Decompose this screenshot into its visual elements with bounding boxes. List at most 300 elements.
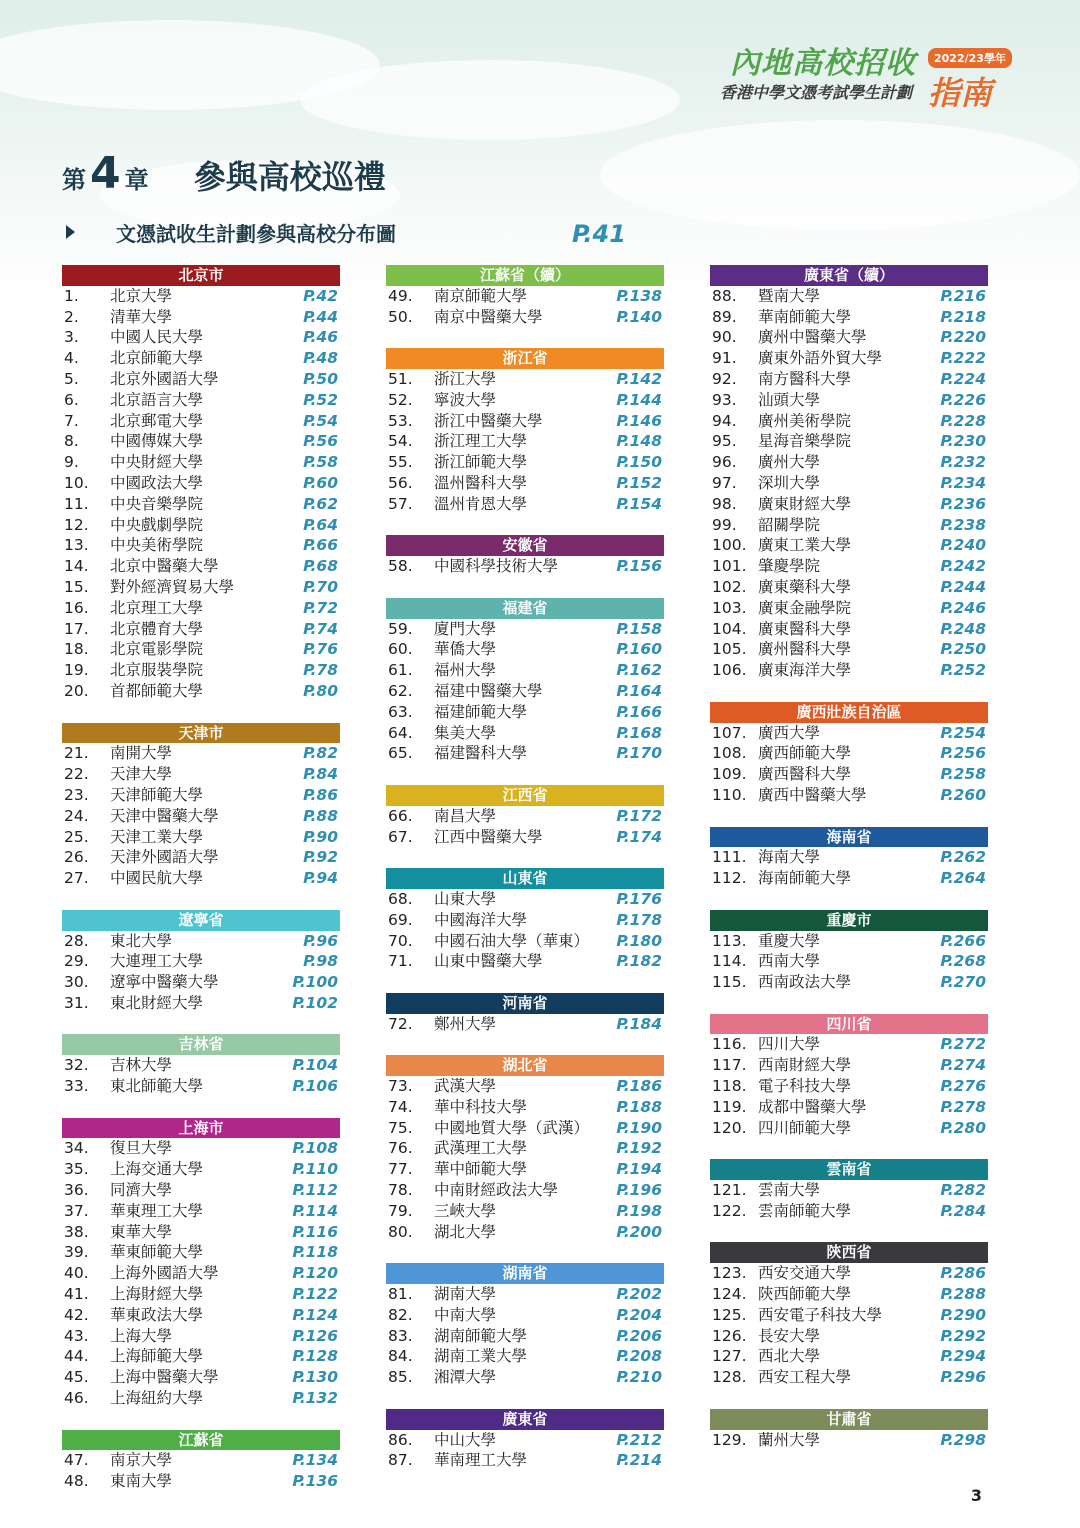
university-name: 中央戲劇學院 (110, 515, 204, 534)
university-page-link[interactable]: P.194 (616, 1160, 662, 1179)
university-page-link[interactable]: P.228 (940, 411, 986, 430)
university-page-link[interactable]: P.262 (940, 848, 986, 867)
university-page-link[interactable]: P.226 (940, 390, 986, 409)
university-page-link[interactable]: P.68 (303, 557, 338, 576)
university-row[interactable] (386, 806, 664, 827)
university-page-link[interactable]: P.170 (616, 744, 662, 763)
university-name: 中山大學 (434, 1430, 497, 1449)
university-page-link[interactable]: P.196 (616, 1181, 662, 1200)
university-row[interactable] (62, 1222, 340, 1243)
university-page-link[interactable]: P.298 (940, 1430, 986, 1449)
university-page-link[interactable]: P.70 (303, 577, 338, 596)
university-row[interactable] (710, 515, 988, 536)
university-page-link[interactable]: P.112 (292, 1181, 338, 1200)
university-row[interactable] (710, 972, 988, 993)
university-row[interactable] (62, 327, 340, 348)
university-row[interactable] (62, 1450, 340, 1471)
university-row[interactable] (62, 1471, 340, 1492)
university-row[interactable] (710, 1118, 988, 1139)
university-row[interactable] (710, 951, 988, 972)
university-page-link[interactable]: P.214 (616, 1451, 662, 1470)
university-page-link[interactable]: P.284 (940, 1201, 986, 1220)
university-page-link[interactable]: P.246 (940, 598, 986, 617)
university-number: 17. (64, 619, 89, 638)
university-row[interactable] (386, 1346, 664, 1367)
university-row[interactable] (710, 598, 988, 619)
university-name: 深圳大學 (758, 473, 821, 492)
university-row[interactable] (710, 868, 988, 889)
university-row[interactable] (62, 1076, 340, 1097)
university-page-link[interactable]: P.90 (303, 827, 338, 846)
university-page-link[interactable]: P.294 (940, 1347, 986, 1366)
university-row[interactable] (386, 681, 664, 702)
university-page-link[interactable]: P.216 (940, 286, 986, 305)
university-row[interactable] (710, 931, 988, 952)
university-row[interactable] (710, 1263, 988, 1284)
university-page-link[interactable]: P.64 (303, 515, 338, 534)
university-row[interactable] (710, 286, 988, 307)
university-page-link[interactable]: P.62 (303, 494, 338, 513)
university-row[interactable] (62, 681, 340, 702)
university-number: 68. (388, 889, 413, 908)
university-row[interactable] (62, 1284, 340, 1305)
university-row[interactable] (62, 993, 340, 1014)
university-row[interactable] (62, 452, 340, 473)
university-page-link[interactable]: P.270 (940, 973, 986, 992)
university-row[interactable] (62, 1326, 340, 1347)
university-row[interactable] (710, 639, 988, 660)
university-row[interactable] (710, 494, 988, 515)
university-row[interactable] (710, 764, 988, 785)
university-row[interactable] (386, 910, 664, 931)
university-row[interactable] (386, 1430, 664, 1451)
university-row[interactable] (62, 1242, 340, 1263)
university-page-link[interactable]: P.122 (292, 1285, 338, 1304)
university-row[interactable] (710, 619, 988, 640)
university-row[interactable] (62, 515, 340, 536)
university-page-link[interactable]: P.140 (616, 307, 662, 326)
university-row[interactable] (62, 307, 340, 328)
university-number: 94. (712, 411, 737, 430)
university-page-link[interactable]: P.292 (940, 1326, 986, 1345)
university-row[interactable] (386, 1450, 664, 1471)
university-row[interactable] (386, 702, 664, 723)
university-row[interactable] (386, 1076, 664, 1097)
university-row[interactable] (386, 1159, 664, 1180)
university-row[interactable] (710, 1076, 988, 1097)
university-row[interactable] (62, 1388, 340, 1409)
university-page-link[interactable]: P.212 (616, 1430, 662, 1449)
university-row[interactable] (62, 598, 340, 619)
university-page-link[interactable]: P.158 (616, 619, 662, 638)
university-number: 1. (64, 286, 79, 305)
university-row[interactable] (710, 1367, 988, 1388)
university-page-link[interactable]: P.86 (303, 785, 338, 804)
university-page-link[interactable]: P.80 (303, 681, 338, 700)
university-page-link[interactable]: P.218 (940, 307, 986, 326)
university-row[interactable] (386, 431, 664, 452)
university-number: 3. (64, 328, 79, 347)
university-row[interactable] (386, 889, 664, 910)
university-row[interactable] (62, 639, 340, 660)
university-page-link[interactable]: P.72 (303, 598, 338, 617)
university-row[interactable] (62, 390, 340, 411)
university-page-link[interactable]: P.202 (616, 1285, 662, 1304)
university-page-link[interactable]: P.148 (616, 432, 662, 451)
university-row[interactable] (62, 931, 340, 952)
university-page-link[interactable]: P.58 (303, 453, 338, 472)
university-page-link[interactable]: P.242 (940, 557, 986, 576)
region-header: 甘肅省 (710, 1409, 988, 1430)
section-page-link[interactable]: P.41 (572, 220, 626, 248)
university-row[interactable] (62, 972, 340, 993)
university-row[interactable] (710, 535, 988, 556)
university-row[interactable] (386, 556, 664, 577)
university-row[interactable] (62, 1346, 340, 1367)
university-page-link[interactable]: P.166 (616, 702, 662, 721)
university-page-link[interactable]: P.84 (303, 765, 338, 784)
university-page-link[interactable]: P.282 (940, 1181, 986, 1200)
university-page-link[interactable]: P.236 (940, 494, 986, 513)
university-number: 128. (712, 1368, 747, 1387)
university-row[interactable] (62, 619, 340, 640)
university-page-link[interactable]: P.106 (292, 1077, 338, 1096)
university-row[interactable] (386, 390, 664, 411)
university-page-link[interactable]: P.250 (940, 640, 986, 659)
university-row[interactable] (710, 723, 988, 744)
university-name: 北京理工大學 (110, 598, 204, 617)
university-name: 浙江中醫藥大學 (434, 411, 543, 430)
university-page-link[interactable]: P.102 (292, 993, 338, 1012)
university-page-link[interactable]: P.220 (940, 328, 986, 347)
university-row[interactable] (710, 1346, 988, 1367)
university-name: 湘潭大學 (434, 1368, 497, 1387)
university-number: 23. (64, 785, 89, 804)
chapter-suffix: 章 (124, 166, 149, 194)
university-row[interactable] (62, 348, 340, 369)
university-page-link[interactable]: P.290 (940, 1305, 986, 1324)
university-page-link[interactable]: P.224 (940, 369, 986, 388)
university-row[interactable] (386, 1180, 664, 1201)
university-row[interactable] (386, 1138, 664, 1159)
university-page-link[interactable]: P.52 (303, 390, 338, 409)
university-page-link[interactable]: P.134 (292, 1451, 338, 1470)
university-number: 115. (712, 973, 747, 992)
university-page-link[interactable]: P.272 (940, 1035, 986, 1054)
university-page-link[interactable]: P.76 (303, 640, 338, 659)
university-row[interactable] (62, 660, 340, 681)
university-row[interactable] (710, 1201, 988, 1222)
university-row[interactable] (386, 639, 664, 660)
university-row[interactable] (710, 473, 988, 494)
university-number: 79. (388, 1201, 413, 1220)
university-row[interactable] (386, 369, 664, 390)
university-page-link[interactable]: P.96 (303, 931, 338, 950)
university-row[interactable] (62, 827, 340, 848)
university-page-link[interactable]: P.60 (303, 473, 338, 492)
university-row[interactable] (62, 473, 340, 494)
university-page-link[interactable]: P.168 (616, 723, 662, 742)
university-page-link[interactable]: P.54 (303, 411, 338, 430)
university-row[interactable] (62, 556, 340, 577)
university-row[interactable] (386, 1367, 664, 1388)
university-number: 103. (712, 598, 747, 617)
university-row[interactable] (386, 1097, 664, 1118)
university-page-link[interactable]: P.42 (303, 286, 338, 305)
region-block (386, 1055, 664, 1242)
university-row[interactable] (386, 473, 664, 494)
university-name: 對外經濟貿易大學 (110, 577, 235, 596)
university-row[interactable] (386, 1284, 664, 1305)
university-row[interactable] (62, 535, 340, 556)
university-page-link[interactable]: P.46 (303, 328, 338, 347)
university-row[interactable] (62, 868, 340, 889)
university-page-link[interactable]: P.276 (940, 1077, 986, 1096)
university-row[interactable] (710, 1430, 988, 1451)
university-page-link[interactable]: P.264 (940, 869, 986, 888)
university-page-link[interactable]: P.82 (303, 744, 338, 763)
university-row[interactable] (710, 431, 988, 452)
university-row[interactable] (62, 411, 340, 432)
university-name: 東北大學 (110, 931, 173, 950)
university-row[interactable] (710, 390, 988, 411)
university-page-link[interactable]: P.120 (292, 1264, 338, 1283)
university-page-link[interactable]: P.118 (292, 1243, 338, 1262)
university-page-link[interactable]: P.146 (616, 411, 662, 430)
university-row[interactable] (386, 827, 664, 848)
university-page-link[interactable]: P.258 (940, 765, 986, 784)
university-page-link[interactable]: P.200 (616, 1222, 662, 1241)
university-row[interactable] (386, 411, 664, 432)
university-page-link[interactable]: P.208 (616, 1347, 662, 1366)
university-page-link[interactable]: P.180 (616, 931, 662, 950)
university-row[interactable] (62, 1180, 340, 1201)
university-page-link[interactable]: P.160 (616, 640, 662, 659)
university-page-link[interactable]: P.152 (616, 473, 662, 492)
university-page-link[interactable]: P.44 (303, 307, 338, 326)
university-page-link[interactable]: P.156 (616, 557, 662, 576)
university-row[interactable] (62, 743, 340, 764)
university-page-link[interactable]: P.274 (940, 1056, 986, 1075)
university-number: 71. (388, 952, 413, 971)
university-name: 廣東工業大學 (758, 536, 852, 555)
university-page-link[interactable]: P.88 (303, 806, 338, 825)
university-page-link[interactable]: P.296 (940, 1368, 986, 1387)
university-page-link[interactable]: P.74 (303, 619, 338, 638)
university-page-link[interactable]: P.260 (940, 785, 986, 804)
university-row[interactable] (62, 1138, 340, 1159)
university-page-link[interactable]: P.98 (303, 952, 338, 971)
university-number: 34. (64, 1139, 89, 1158)
university-name: 華南師範大學 (758, 307, 852, 326)
university-page-link[interactable]: P.162 (616, 661, 662, 680)
university-row[interactable] (386, 619, 664, 640)
university-row[interactable] (386, 452, 664, 473)
university-row[interactable] (62, 785, 340, 806)
university-name: 成都中醫藥大學 (758, 1097, 867, 1116)
university-page-link[interactable]: P.210 (616, 1368, 662, 1387)
university-row[interactable] (710, 577, 988, 598)
university-row[interactable] (62, 1159, 340, 1180)
university-row[interactable] (386, 931, 664, 952)
university-page-link[interactable]: P.130 (292, 1368, 338, 1387)
university-row[interactable] (386, 494, 664, 515)
university-page-link[interactable]: P.222 (940, 349, 986, 368)
university-page-link[interactable]: P.150 (616, 453, 662, 472)
university-page-link[interactable]: P.78 (303, 661, 338, 680)
university-page-link[interactable]: P.108 (292, 1139, 338, 1158)
university-row[interactable] (62, 1263, 340, 1284)
region-block (710, 1159, 988, 1221)
university-page-link[interactable]: P.132 (292, 1389, 338, 1408)
university-page-link[interactable]: P.66 (303, 536, 338, 555)
university-page-link[interactable]: P.188 (616, 1097, 662, 1116)
university-page-link[interactable]: P.50 (303, 369, 338, 388)
university-page-link[interactable]: P.172 (616, 806, 662, 825)
university-row[interactable] (710, 452, 988, 473)
university-row[interactable] (62, 577, 340, 598)
university-row[interactable] (386, 1118, 664, 1139)
university-row[interactable] (710, 369, 988, 390)
university-row[interactable] (710, 411, 988, 432)
university-page-link[interactable]: P.124 (292, 1305, 338, 1324)
university-page-link[interactable]: P.94 (303, 869, 338, 888)
university-row[interactable] (710, 1097, 988, 1118)
university-page-link[interactable]: P.184 (616, 1014, 662, 1033)
university-page-link[interactable]: P.244 (940, 577, 986, 596)
university-page-link[interactable]: P.164 (616, 681, 662, 700)
university-name: 電子科技大學 (758, 1077, 852, 1096)
university-row[interactable] (710, 743, 988, 764)
university-number: 124. (712, 1285, 747, 1304)
university-row[interactable] (710, 1034, 988, 1055)
university-page-link[interactable]: P.256 (940, 744, 986, 763)
university-row[interactable] (62, 369, 340, 390)
university-page-link[interactable]: P.288 (940, 1285, 986, 1304)
university-row[interactable] (62, 951, 340, 972)
university-number: 87. (388, 1451, 413, 1470)
university-row[interactable] (710, 1055, 988, 1076)
university-page-link[interactable]: P.238 (940, 515, 986, 534)
university-page-link[interactable]: P.182 (616, 952, 662, 971)
university-page-link[interactable]: P.48 (303, 349, 338, 368)
university-page-link[interactable]: P.266 (940, 931, 986, 950)
university-row[interactable] (710, 307, 988, 328)
university-name: 首都師範大學 (110, 681, 204, 700)
university-row[interactable] (710, 785, 988, 806)
university-row[interactable] (386, 307, 664, 328)
university-page-link[interactable]: P.110 (292, 1160, 338, 1179)
university-row[interactable] (62, 764, 340, 785)
university-row[interactable] (710, 847, 988, 868)
university-row[interactable] (710, 1305, 988, 1326)
university-row[interactable] (386, 660, 664, 681)
university-page-link[interactable]: P.136 (292, 1472, 338, 1491)
university-name: 星海音樂學院 (758, 432, 852, 451)
university-page-link[interactable]: P.142 (616, 369, 662, 388)
university-number: 60. (388, 640, 413, 659)
university-page-link[interactable]: P.198 (616, 1201, 662, 1220)
university-page-link[interactable]: P.126 (292, 1326, 338, 1345)
university-name: 南方醫科大學 (758, 369, 852, 388)
university-row[interactable] (62, 1305, 340, 1326)
university-number: 105. (712, 640, 747, 659)
university-row[interactable] (710, 327, 988, 348)
university-page-link[interactable]: P.232 (940, 453, 986, 472)
university-page-link[interactable]: P.252 (940, 661, 986, 680)
university-page-link[interactable]: P.104 (292, 1056, 338, 1075)
university-page-link[interactable]: P.286 (940, 1264, 986, 1283)
university-page-link[interactable]: P.154 (616, 494, 662, 513)
university-row[interactable] (710, 348, 988, 369)
university-page-link[interactable]: P.240 (940, 536, 986, 555)
university-page-link[interactable]: P.186 (616, 1077, 662, 1096)
university-row[interactable] (710, 1326, 988, 1347)
university-page-link[interactable]: P.278 (940, 1097, 986, 1116)
university-row[interactable] (386, 1014, 664, 1035)
university-page-link[interactable]: P.230 (940, 432, 986, 451)
university-page-link[interactable]: P.100 (292, 973, 338, 992)
university-row[interactable] (62, 1367, 340, 1388)
university-row[interactable] (62, 431, 340, 452)
university-page-link[interactable]: P.204 (616, 1305, 662, 1324)
university-page-link[interactable]: P.128 (292, 1347, 338, 1366)
university-row[interactable] (386, 1326, 664, 1347)
university-number: 12. (64, 515, 89, 534)
university-page-link[interactable]: P.144 (616, 390, 662, 409)
university-page-link[interactable]: P.174 (616, 827, 662, 846)
university-page-link[interactable]: P.190 (616, 1118, 662, 1137)
university-number: 49. (388, 286, 413, 305)
university-page-link[interactable]: P.248 (940, 619, 986, 638)
university-page-link[interactable]: P.114 (292, 1201, 338, 1220)
university-page-link[interactable]: P.116 (292, 1222, 338, 1241)
university-page-link[interactable]: P.254 (940, 723, 986, 742)
university-page-link[interactable]: P.206 (616, 1326, 662, 1345)
university-row[interactable] (62, 1201, 340, 1222)
university-row[interactable] (62, 806, 340, 827)
university-row[interactable] (710, 556, 988, 577)
university-row[interactable] (62, 286, 340, 307)
university-page-link[interactable]: P.92 (303, 848, 338, 867)
university-page-link[interactable]: P.56 (303, 432, 338, 451)
university-row[interactable] (62, 494, 340, 515)
university-row[interactable] (386, 1222, 664, 1243)
university-row[interactable] (386, 723, 664, 744)
region-header: 雲南省 (710, 1159, 988, 1180)
university-row[interactable] (62, 1055, 340, 1076)
university-page-link[interactable]: P.176 (616, 889, 662, 908)
university-page-link[interactable]: P.268 (940, 952, 986, 971)
university-row[interactable] (386, 1305, 664, 1326)
university-row[interactable] (386, 1201, 664, 1222)
university-name: 湖南師範大學 (434, 1326, 528, 1345)
university-row[interactable] (62, 847, 340, 868)
page-number: 3 (970, 1486, 982, 1505)
university-page-link[interactable]: P.280 (940, 1118, 986, 1137)
university-page-link[interactable]: P.138 (616, 286, 662, 305)
university-page-link[interactable]: P.178 (616, 910, 662, 929)
university-page-link[interactable]: P.234 (940, 473, 986, 492)
university-row[interactable] (386, 951, 664, 972)
university-row[interactable] (710, 660, 988, 681)
university-name: 海南大學 (758, 848, 821, 867)
university-page-link[interactable]: P.192 (616, 1139, 662, 1158)
university-row[interactable] (386, 286, 664, 307)
university-row[interactable] (710, 1180, 988, 1201)
university-row[interactable] (710, 1284, 988, 1305)
university-row[interactable] (386, 743, 664, 764)
